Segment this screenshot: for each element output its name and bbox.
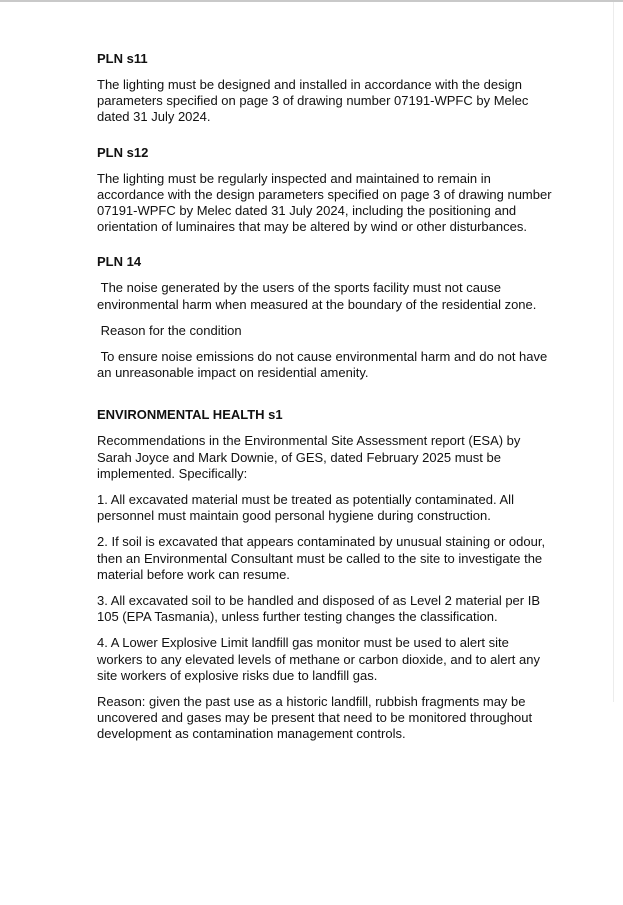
section-heading-pln-s12: PLN s12 [97,144,149,160]
section-heading-pln-14: PLN 14 [97,254,142,270]
section-heading-environmental-health-s1: ENVIRONMENTAL HEALTH s1 [97,407,283,423]
paragraph-item-2: 2. If soil is excavated that appears contaminated by unusual staining or odour, then an Environmental Consultant must be called to the site to investigate the material before work can resume. [97,534,549,582]
section-pln-14 [97,254,555,381]
top-border-line [0,0,623,2]
page-right-edge-line [613,2,614,702]
paragraph: The lighting must be regularly inspected and maintained to remain in accordance with the design parameters specified on page 3 of drawing number 07191-WPFC by Melec dated 31 July 2024, including the positioning and orientation of luminaires that may be altered by wind or other disturbances. [97,170,556,235]
paragraph-item-3: 3. All excavated soil to be handled and disposed of as Level 2 material per IB 105 (EPA Tasmania), unless further testing changes the classification. [97,593,544,625]
paragraph: The lighting must be designed and installed in accordance with the design parameters specified on page 3 of drawing number 07191-WPFC by Melec dated 31 July 2024. [97,77,533,125]
paragraph-item-1: 1. All excavated material must be treated as potentially contaminated. All personnel must maintain good personal hygiene during construction. [97,492,518,524]
paragraph: To ensure noise emissions do not cause environmental harm and do not have an unreasonable impact on residential amenity. [97,349,551,381]
paragraph: The noise generated by the users of the sports facility must not cause environmental harm when measured at the boundary of the residential zone. [97,280,537,312]
paragraph-item-4: 4. A Lower Explosive Limit landfill gas monitor must be used to alert site workers to any elevated levels of methane or carbon dioxide, and to alert any site workers of explosive risks due to landfill gas. [97,635,544,683]
section-environmental-health-s1 [97,407,555,742]
section-pln-s11 [97,51,555,126]
document-content [97,51,555,753]
paragraph-reason: Reason: given the past use as a historic landfill, rubbish fragments may be uncovered and gases may be present that need to be monitored throughout development as contamination management controls. [97,694,536,742]
section-pln-s12 [97,145,555,236]
section-heading-pln-s11: PLN s11 [97,51,148,66]
paragraph-intro: Recommendations in the Environmental Site Assessment report (ESA) by Sarah Joyce and Mark Downie, of GES, dated February 2025 must be implemented. Specifically: [97,433,525,481]
paragraph-reason-label: Reason for the condition [97,322,242,338]
